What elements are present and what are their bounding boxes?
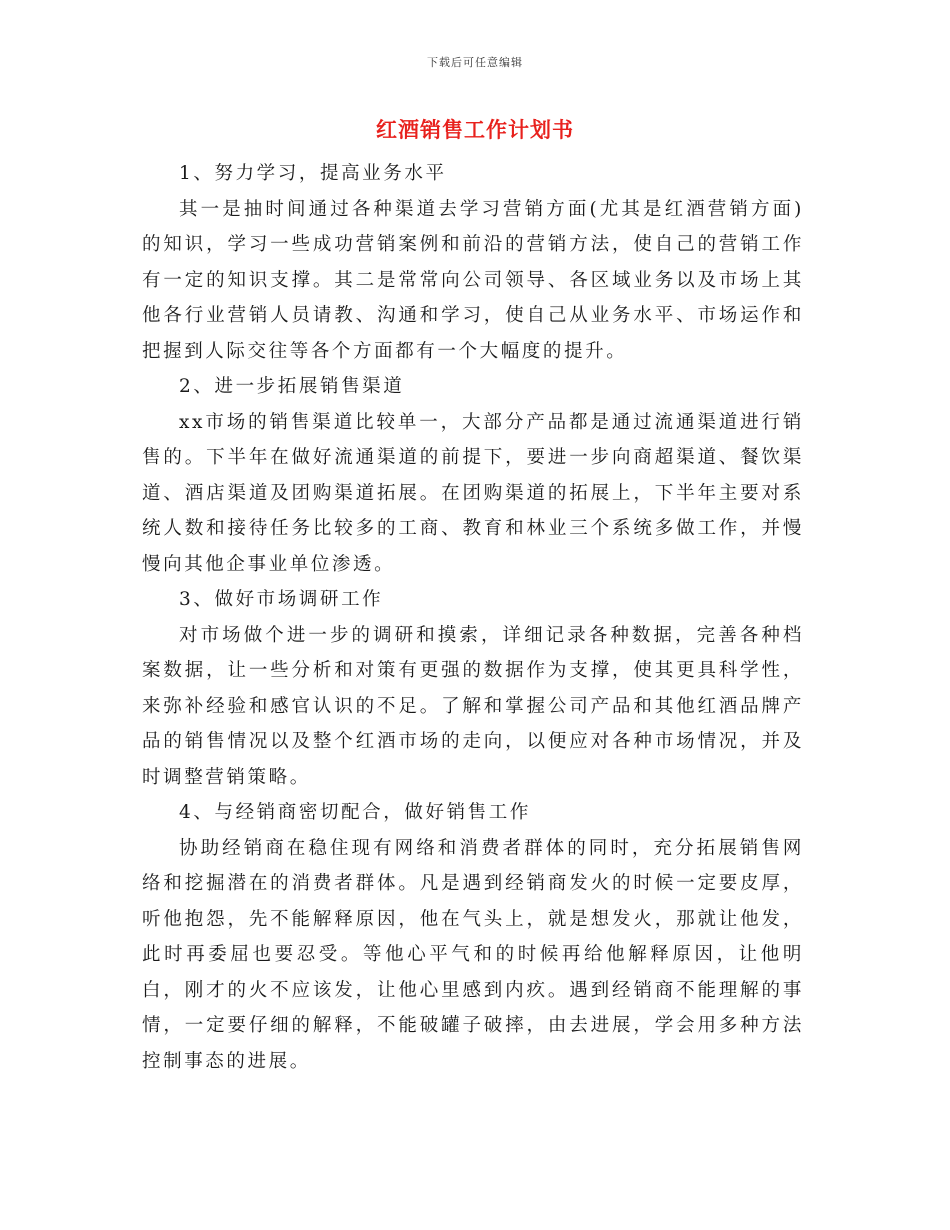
section-heading-2: 2、进一步拓展销售渠道 <box>179 376 405 397</box>
document-title: 红酒销售工作计划书 <box>376 117 574 142</box>
section-heading-3: 3、做好市场调研工作 <box>179 589 384 610</box>
paragraph-4: 协助经销商在稳住现有网络和消费者群体的同时，充分拓展销售网络和挖掘潜在的消费者群体。凡是遇到经销商发火的时候一定要皮厚，听他抱怨，先不能解释原因，他在气头上，就是想发火，那就让他发，此时再委屈也要忍受。等他心平气和的时候再给他解释原因，让他明白，刚才的火不应该发，让他心里感到内疚。遇到经销商不能理解的事情，一定要仔细的解释，不能破罐子破摔，由去进展，学会用多种方法控制事态的进展。 <box>142 837 804 1072</box>
paragraph-3: 对市场做个进一步的调研和摸索，详细记录各种数据，完善各种档案数据，让一些分析和对策有更强的数据作为支撑，使其更具科学性，来弥补经验和感官认识的不足。了解和掌握公司产品和其他红酒品牌产品的销售情况以及整个红酒市场的走向，以便应对各种市场情况，并及时调整营销策略。 <box>142 624 804 788</box>
paragraph-1: 其一是抽时间通过各种渠道去学习营销方面(尤其是红酒营销方面)的知识，学习一些成功营销案例和前沿的营销方法，使自己的营销工作有一定的知识支撑。其二是常常向公司领导、各区域业务以及市场上其他各行业营销人员请教、沟通和学习，使自己从业务水平、市场运作和把握到人际交往等各个方面都有一个大幅度的提升。 <box>142 198 804 362</box>
section-heading-1: 1、努力学习，提高业务水平 <box>179 163 447 184</box>
section-heading-4: 4、与经销商密切配合，做好销售工作 <box>179 802 531 823</box>
document-body <box>142 156 804 1079</box>
paragraph-2: xx市场的销售渠道比较单一，大部分产品都是通过流通渠道进行销售的。下半年在做好流通渠道的前提下，要进一步向商超渠道、餐饮渠道、酒店渠道及团购渠道拓展。在团购渠道的拓展上，下半年主要对系统人数和接待任务比较多的工商、教育和林业三个系统多做工作，并慢慢向其他企事业单位渗透。 <box>142 411 804 575</box>
header-note: 下载后可任意编辑 <box>427 56 523 69</box>
